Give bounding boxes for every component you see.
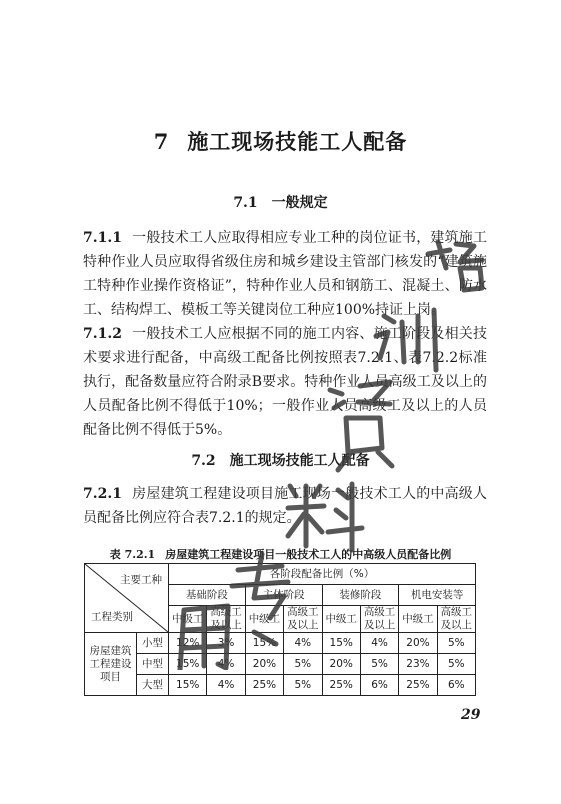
level-header-intermediate: 中级工 — [245, 606, 283, 633]
table-row — [85, 654, 476, 675]
clause-7-1-2 — [83, 322, 487, 442]
level-header-intermediate: 中级工 — [169, 606, 207, 633]
ratio-cell: 5% — [284, 675, 322, 696]
ratio-cell: 15% — [169, 675, 207, 696]
table-row — [85, 633, 476, 654]
table-corner-header — [85, 564, 169, 633]
stage-header: 装修阶段 — [322, 585, 399, 606]
clause-7-2-1 — [83, 482, 487, 530]
level-header-senior: 高级工 及以上 — [284, 606, 322, 633]
clause-number: 7.2.1 — [83, 486, 122, 502]
ratio-cell: 20% — [399, 633, 437, 654]
level-header-senior: 高级工 及以上 — [360, 606, 398, 633]
corner-label-category: 工程类别 — [91, 611, 133, 623]
ratio-cell: 25% — [399, 675, 437, 696]
project-size-cell: 大型 — [137, 675, 169, 696]
clause-text: 一般技术工人应根据不同的施工内容、施工阶段及相关技术要求进行配备，中高级工配备比例按照表7.2.1、表7.2.2标准执行，配备数量应符合附录B要求。特种作业人员高级工及以上的人员配备比例不得低于10%；一般作业人员高级工及以上的人员配备比例不得低于5%。 — [83, 326, 487, 438]
ratio-cell: 4% — [360, 633, 398, 654]
ratio-cell: 5% — [284, 654, 322, 675]
ratio-cell: 20% — [322, 654, 360, 675]
group-header: 各阶段配备比例（%） — [169, 564, 476, 585]
section-title-text: 施工现场技能工人配备 — [229, 453, 370, 469]
clause-number: 7.1.2 — [83, 326, 122, 342]
ratio-cell: 25% — [245, 675, 283, 696]
stage-header: 机电安装等 — [399, 585, 476, 606]
level-header-intermediate: 中级工 — [322, 606, 360, 633]
level-header-intermediate: 中级工 — [399, 606, 437, 633]
table-row — [85, 675, 476, 696]
ratio-cell: 5% — [360, 654, 398, 675]
ratio-cell: 4% — [207, 675, 245, 696]
section-number: 7.1 — [233, 195, 258, 211]
stage-header: 主体阶段 — [245, 585, 322, 606]
row-group-label: 房屋建筑 工程建设 项目 — [85, 633, 137, 696]
ratio-cell: 25% — [322, 675, 360, 696]
chapter-number: 7 — [153, 129, 170, 154]
project-size-cell: 小型 — [137, 633, 169, 654]
ratio-cell: 15% — [169, 654, 207, 675]
chapter-title — [0, 126, 561, 156]
project-size-cell: 中型 — [137, 654, 169, 675]
page-number: 29 — [461, 707, 481, 723]
table-title: 房屋建筑工程建设项目一般技术工人的中高级人员配备比例 — [165, 548, 452, 561]
chapter-title-text: 施工现场技能工人配备 — [187, 129, 408, 154]
ratio-cell: 15% — [245, 633, 283, 654]
section-title-text: 一般规定 — [271, 195, 328, 211]
ratio-cell: 23% — [399, 654, 437, 675]
section-title-7-2 — [0, 450, 561, 470]
section-number: 7.2 — [191, 453, 216, 469]
ratio-cell: 3% — [207, 633, 245, 654]
clause-text: 房屋建筑工程建设项目施工现场一般技术工人的中高级人员配备比例应符合表7.2.1的规定。 — [83, 486, 487, 526]
clause-7-1-1 — [83, 226, 487, 322]
ratio-cell: 6% — [437, 675, 475, 696]
ratio-cell: 20% — [245, 654, 283, 675]
clause-text: 一般技术工人应取得相应专业工种的岗位证书，建筑施工特种作业人员应取得省级住房和城乡建设主管部门核发的“建筑施工特种作业操作资格证”，特种作业人员和钢筋工、混凝土、防水工、结构焊工、模板工等关键岗位工种应100%持证上岗。 — [83, 230, 487, 318]
level-header-senior: 高级工 及以上 — [437, 606, 475, 633]
ratio-cell: 15% — [322, 633, 360, 654]
ratio-cell: 12% — [169, 633, 207, 654]
table-number: 表 7.2.1 — [109, 548, 156, 561]
level-header-senior: 高级工 及以上 — [207, 606, 245, 633]
ratio-cell: 5% — [437, 654, 475, 675]
ratio-cell: 5% — [437, 633, 475, 654]
ratio-cell: 6% — [360, 675, 398, 696]
clause-number: 7.1.1 — [83, 230, 122, 246]
staffing-ratio-table — [84, 563, 476, 696]
corner-label-trade: 主要工种 — [120, 574, 162, 586]
ratio-cell: 4% — [284, 633, 322, 654]
ratio-cell: 4% — [207, 654, 245, 675]
table-caption — [0, 546, 561, 562]
stage-header: 基础阶段 — [169, 585, 246, 606]
section-title-7-1 — [0, 192, 561, 212]
